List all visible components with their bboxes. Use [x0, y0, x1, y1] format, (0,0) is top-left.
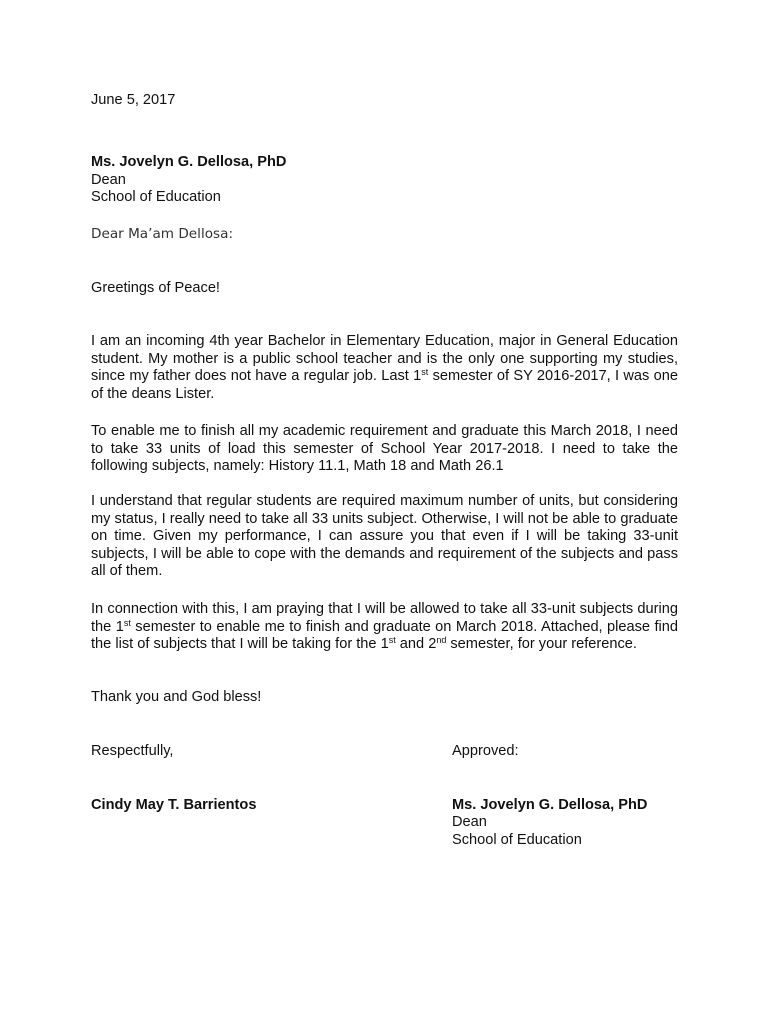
greeting: Greetings of Peace!	[91, 280, 220, 296]
ordinal-suffix: st	[421, 367, 429, 378]
sender-name: Cindy May T. Barrientos	[91, 796, 257, 813]
sender-signature-block	[91, 743, 391, 814]
paragraph-1-text-a: I am an incoming 4th year Bachelor in Elementary Education, major in General Education student. My mother is a public school teacher and is the only one supporting my studies, since my father does not have a regular job. Last 1	[91, 333, 678, 385]
paragraph-4	[91, 601, 678, 654]
recipient-block	[91, 154, 678, 207]
paragraph-3: I understand that regular students are required maximum number of units, but considering my status, I really need to take all 33 units subject. Otherwise, I will not be able to graduate on time. Given my performance, I can assure you that even if I will be taking 33-unit subjects, I will be able to cope with the demands and requirement of the subjects and pass all of them.	[91, 493, 678, 580]
approved-label: Approved:	[452, 743, 519, 759]
salutation: Dear Ma’am Dellosa:	[91, 226, 234, 242]
ordinal-suffix: nd	[436, 635, 447, 646]
paragraph-4-text-a: In connection with this, I am praying that I will be allowed to take all 33-unit subjects during the 1	[91, 601, 678, 635]
paragraph-2: To enable me to finish all my academic requirement and graduate this March 2018, I need to take 33 units of load this semester of School Year 2017-2018. I need to take the following subjects, namely: History 11.1, Math 18 and Math 26.1	[91, 423, 678, 475]
complimentary-close: Respectfully,	[91, 743, 174, 759]
letter-date: June 5, 2017	[91, 92, 176, 108]
recipient-name: Ms. Jovelyn G. Dellosa, PhD	[91, 154, 287, 170]
recipient-office: School of Education	[91, 189, 221, 206]
paragraph-4-text-c: and 2	[395, 636, 437, 653]
approver-name: Ms. Jovelyn G. Dellosa, PhD	[452, 796, 648, 813]
ordinal-suffix: st	[388, 635, 396, 646]
paragraph-4-text-d: semester, for your reference.	[446, 636, 637, 653]
paragraph-1-text-b: semester of SY 2016-2017, I was one of the deans Lister.	[91, 368, 678, 402]
approver-signature-block	[452, 743, 742, 849]
approver-title: Dean	[452, 814, 487, 831]
approver-office: School of Education	[452, 831, 582, 848]
paragraph-1	[91, 333, 678, 403]
paragraph-4-text-b: semester to enable me to finish and graduate on March 2018. Attached, please find the list of subjects that I will be taking for the 1	[91, 618, 679, 653]
recipient-title: Dean	[91, 171, 126, 188]
closing-thanks: Thank you and God bless!	[91, 689, 262, 705]
ordinal-suffix: st	[123, 617, 131, 628]
